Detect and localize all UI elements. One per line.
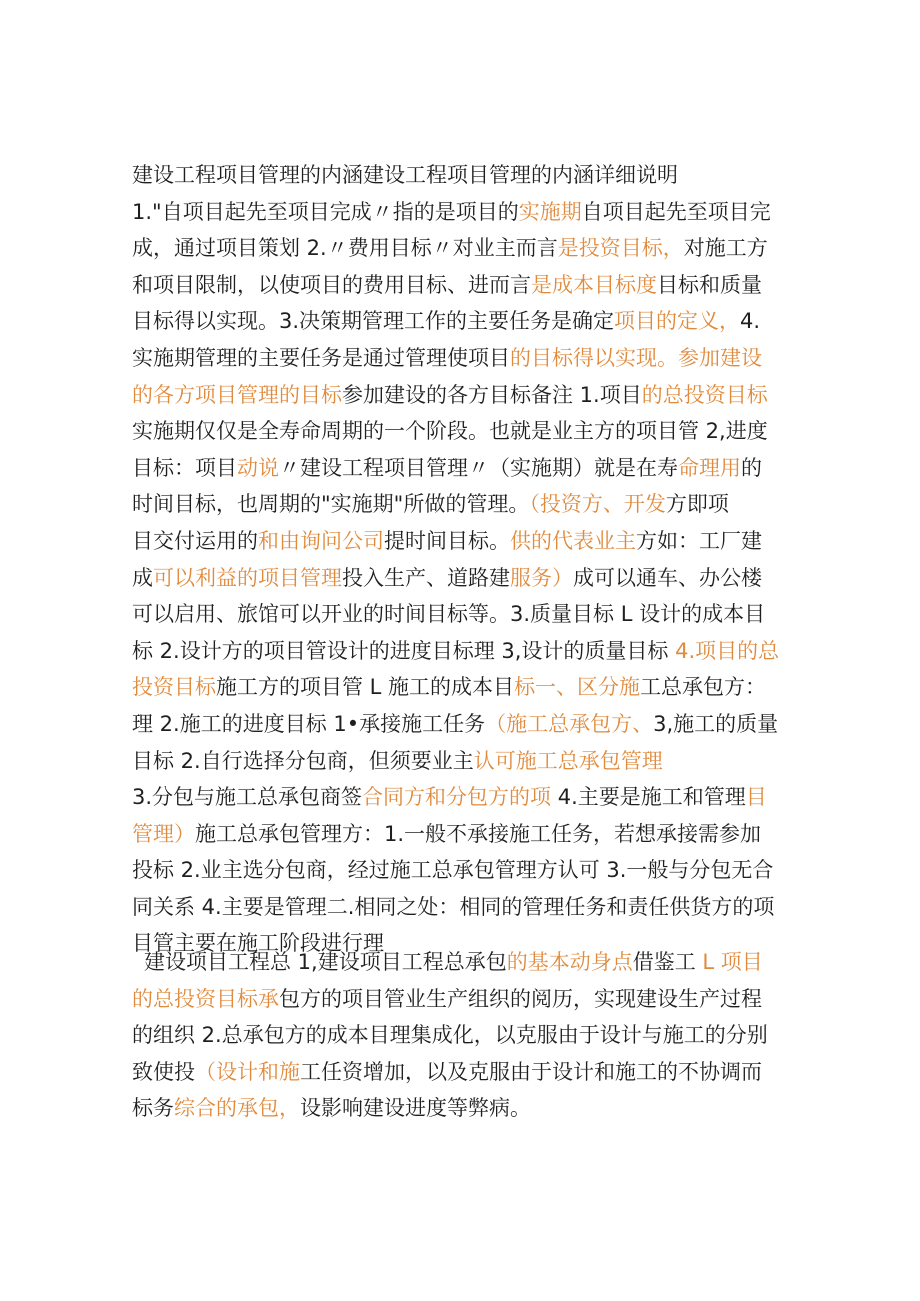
highlighted-text: 的基本动身点: [506, 950, 633, 974]
text-line: [132, 633, 792, 670]
text-line: [132, 157, 792, 194]
text-segment: 可以启用、旅馆可以开业的时间目标等。3.质量目标 L 设计的成本目: [132, 602, 766, 627]
highlighted-text: 和由询问公司: [258, 528, 384, 553]
text-segment: 参加建设的各方目标备注 1.项目: [342, 382, 642, 407]
text-segment: 理 2.施工的进度目标 1•承接施工任务: [132, 711, 486, 736]
text-segment: 时间目标，也周期的"实施期"所做的管理。: [132, 492, 530, 517]
text-line: [132, 303, 792, 340]
text-line: [132, 779, 792, 816]
text-segment: 实施期管理的主要任务是通过管理使项目: [132, 345, 510, 370]
text-segment: 施工总承包管理方：1.一般不承接施工任务，若想承接需参加: [195, 821, 762, 846]
text-line: [132, 450, 792, 487]
text-segment: 提时间目标。: [384, 528, 510, 553]
highlighted-text: 的目标得以实现。参加建设: [510, 345, 762, 370]
highlighted-text: 的各方项目管理的目标: [132, 382, 342, 407]
highlighted-text: 管理）: [132, 821, 195, 846]
text-line: [132, 852, 792, 889]
text-segment: 自项目起先至项目完: [581, 199, 771, 224]
highlighted-text: （投资方、开发: [529, 492, 666, 517]
highlighted-text: 实施期: [518, 199, 582, 224]
text-segment: 致使投: [132, 1059, 195, 1084]
text-segment: 同关系 4.主要是管理二.相同之处：相同的管理任务和责任供货方的项: [132, 894, 775, 919]
text-segment: 目标和质量: [657, 272, 762, 297]
text-segment: 3.分包与施工总承包商签: [132, 785, 363, 810]
text-segment: 目标 2.自行选择分包商，但须要业主: [132, 748, 474, 773]
highlighted-text: 是投资目标，: [557, 236, 684, 261]
text-segment: 投入生产、道路建: [342, 565, 510, 590]
text-segment: 4.: [740, 309, 761, 334]
text-segment: 的组织 2.总承包方的成本目理集成化，以克服由于设计与施工的分别: [132, 1023, 768, 1048]
text-line: [132, 340, 792, 377]
text-segment: 和项目限制，以使项目的费用目标、进而言: [132, 272, 531, 297]
text-segment: 施工方的项目管 L 施工的成本目: [216, 675, 515, 700]
highlighted-text: 供的代表业主: [510, 528, 636, 553]
text-segment: 3,施工的质量: [653, 711, 779, 736]
highlighted-text: 标一、区分施: [514, 675, 641, 700]
text-segment: 4.主要是施工和管理: [551, 785, 746, 810]
text-line: [132, 816, 792, 853]
highlighted-text: （施工总承包方、: [485, 711, 654, 736]
text-segment: 方如：工厂建: [636, 528, 762, 553]
highlighted-text: L 项目: [702, 950, 763, 974]
text-segment: 建设工程项目管理的内涵建设工程项目管理的内涵详细说明: [132, 163, 678, 187]
text-line: [132, 944, 792, 981]
text-segment: 方即项: [665, 492, 729, 517]
text-line: [132, 194, 792, 231]
highlighted-text: 的总投资目标承: [132, 986, 279, 1011]
highlighted-text: 的总投资目标: [641, 382, 768, 407]
text-line: [132, 1090, 792, 1127]
text-segment: 对施工方: [683, 236, 768, 261]
text-line: [132, 486, 792, 523]
text-segment: 成可以通车、办公楼: [573, 565, 762, 590]
highlighted-text: 投资目标: [132, 675, 216, 700]
highlighted-text: 项目的定义，: [614, 309, 741, 334]
second-text-block: [132, 944, 792, 1127]
text-segment: 〃建设工程项目管理〃（实施期）就是在寿: [279, 455, 678, 480]
text-line: [132, 889, 792, 926]
text-segment: 投标 2.业主选分包商，经过施工总承包管理方认可 3.一般与分包无合: [132, 858, 774, 883]
text-segment: 目标得以实现。3.决策期管理工作的主要任务是确定: [132, 309, 615, 334]
text-line: [132, 1017, 792, 1054]
highlighted-text: 合同方和分包方的项: [362, 785, 552, 810]
text-segment: 设影响建设进度等弊病。: [300, 1096, 531, 1121]
highlighted-text: 服务）: [510, 565, 573, 590]
text-line: [132, 267, 792, 304]
text-line: [132, 706, 792, 743]
highlighted-text: 动说: [237, 455, 279, 480]
text-line: [132, 560, 792, 597]
text-segment: 包方的项目管业生产组织的阅历，实现建设生产过程: [279, 986, 762, 1011]
highlighted-text: 4.项目的总: [675, 638, 780, 663]
text-line: [132, 413, 792, 450]
text-segment: 目管主要在施工阶段进行理: [132, 931, 384, 956]
highlighted-text: 是成本目标度: [531, 272, 657, 297]
highlighted-text: （设计和施: [195, 1059, 300, 1084]
text-line: [132, 523, 792, 560]
highlighted-text: 可以利益的项目管理: [153, 565, 342, 590]
highlighted-text: 认可施工总承包管理: [473, 748, 663, 773]
text-segment: 目标：项目: [132, 455, 237, 480]
highlighted-text: 综合的承包，: [174, 1096, 300, 1121]
text-line: [132, 230, 792, 267]
text-line: [132, 596, 792, 633]
text-segment: 工任资增加，以及克服由于设计和施工的不协调而: [300, 1059, 762, 1084]
text-segment: 目交付运用的: [132, 528, 258, 553]
text-line: [132, 377, 792, 414]
text-line: [132, 981, 792, 1018]
text-segment: 工总承包方：: [640, 675, 767, 700]
text-segment: 成: [132, 565, 153, 590]
text-segment: 1."自项目起先至项目完成〃指的是项目的: [132, 199, 519, 224]
text-segment: 标 2.设计方的项目管设计的进度目标理 3,设计的质量目标: [132, 638, 676, 663]
text-segment: 的: [741, 455, 762, 480]
text-segment: 借鉴工: [632, 950, 703, 974]
text-segment: 成，通过项目策划 2.〃费用目标〃对业主而言: [132, 236, 558, 261]
highlighted-text: 目: [745, 785, 767, 810]
text-segment: 实施期仅仅是全寿命周期的一个阶段。也就是业主方的项目管 2,进度: [132, 419, 768, 444]
main-text-block: [132, 157, 792, 962]
text-line: [132, 1054, 792, 1091]
highlighted-text: 命理用: [678, 455, 741, 480]
text-line: [132, 743, 792, 780]
text-segment: 建设项目工程总 1,建设项目工程总承包: [144, 950, 507, 974]
text-segment: 标务: [132, 1096, 174, 1121]
text-line: [132, 669, 792, 706]
